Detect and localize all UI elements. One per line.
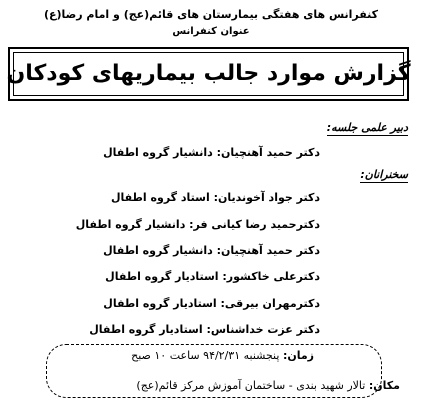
scientific-director-label-text: دبیر علمی جلسه: [326, 121, 408, 134]
speaker-item: دکتر حمید آهنچیان: دانشیار گروه اطفال [103, 244, 320, 257]
title-frame [8, 47, 409, 101]
speaker-item: دکتر جواد آخوندیان: استاد گروه اطفال [110, 191, 320, 204]
speaker-item: دکترحمید رضا کیانی فر: دانشیار گروه اطفال [75, 218, 320, 231]
conference-series-heading: کنفرانس های هفتگی بیمارستان های قائم(عج) و امام رضا(ع) [43, 8, 379, 21]
place-line [136, 379, 400, 393]
speaker-item: دکترعلی خاکشور: استادیار گروه اطفال [105, 270, 320, 283]
place-label: مکان: [368, 379, 400, 392]
conference-subtitle: عنوان کنفرانس [172, 26, 250, 37]
place-value: تالار شهید بندی - ساختمان آموزش مرکز قائم(عج) [136, 379, 366, 392]
time-value: پنجشنبه ۹۴/۲/۳۱ ساعت ۱۰ صبح [131, 349, 280, 362]
title-frame-inner [6, 52, 411, 96]
speakers-label-text: سخنرانان: [360, 168, 408, 181]
speaker-item: دکتر عزت خداشناس: استادیار گروه اطفال [89, 323, 320, 336]
conference-title: گزارش موارد جالب بیماریهای کودکان [6, 61, 411, 86]
scientific-director-name: دکتر حمید آهنچیان: دانشیار گروه اطفال [103, 146, 320, 159]
scientific-director-label [327, 121, 408, 135]
time-line [131, 349, 314, 363]
time-label: زمان: [282, 349, 314, 362]
speaker-item: دکترمهران بیرقی: استادیار گروه اطفال [103, 297, 320, 310]
speakers-label [360, 168, 408, 182]
